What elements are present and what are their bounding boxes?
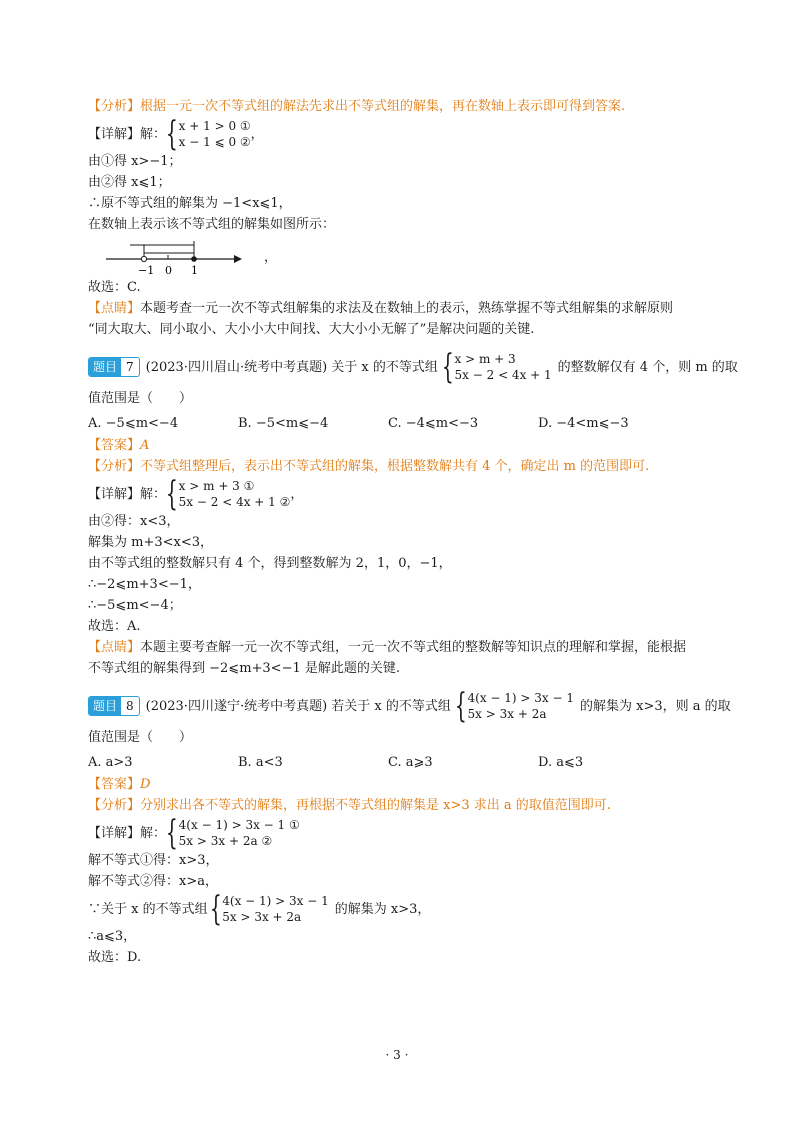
- choice-line: 故选：C.: [88, 280, 141, 295]
- badge-number: 7: [126, 360, 134, 374]
- detail-tag: 【详解】: [88, 825, 141, 841]
- answer-tag: 【答案】: [88, 777, 141, 792]
- detail-prefix: 解：: [140, 825, 167, 841]
- solution-line-2: 解不等式②得：x>a，: [88, 874, 218, 889]
- question-badge: [88, 696, 140, 716]
- system-row-2: 5x > 3x + 2a: [222, 910, 302, 924]
- option-d: D. −4<m⩽−3: [538, 416, 629, 431]
- stem-system: [454, 686, 575, 726]
- badge-word: 题目: [89, 358, 121, 376]
- stem-system: [441, 347, 552, 387]
- comment-line-2: 不等式组的解集得到 −2⩽m+3<−1 是解此题的关键.: [88, 661, 401, 676]
- brace-icon: {: [454, 686, 467, 726]
- brace-icon: {: [209, 889, 222, 929]
- analysis-tag: 【分析】: [88, 99, 141, 114]
- closed-dot: [191, 256, 197, 262]
- comment-tag: 【点睛】: [88, 640, 141, 655]
- analysis-tag: 【分析】: [88, 798, 141, 813]
- badge-number: 8: [126, 699, 134, 713]
- system-row-2: 5x − 2 < 4x + 1 ②: [178, 495, 291, 509]
- solution-line-3: 由不等式组的整数解只有 4 个，得到整数解为 2，1，0，−1，: [88, 556, 452, 571]
- answer-line: [88, 774, 738, 795]
- detail-line: [88, 813, 738, 853]
- system-row-1: 4(x − 1) > 3x − 1: [222, 894, 329, 908]
- options-row: [88, 752, 738, 774]
- question-badge: [88, 357, 140, 377]
- solution-line-4: ∴a⩽3，: [88, 929, 137, 944]
- system-row-1: x > m + 3 ①: [178, 479, 255, 493]
- inequality-system: [165, 813, 300, 853]
- solution-line-1: 解不等式①得：x>3，: [88, 853, 219, 868]
- page-content: [88, 96, 738, 968]
- inequality-system: [209, 889, 329, 929]
- solution-line-2: 由②得 x⩽1；: [88, 175, 171, 190]
- option-b: B. a<3: [238, 755, 283, 770]
- solution-line-4: 在数轴上表示该不等式组的解集如图所示：: [88, 217, 336, 232]
- stem-part-c: 值范围是（ ）: [88, 391, 193, 406]
- solution-line-3: ∴原不等式组的解集为 −1<x⩽1，: [88, 196, 292, 211]
- detail-tag: 【详解】: [88, 486, 141, 502]
- system-row-1: x + 1 > 0 ①: [178, 119, 251, 133]
- page-number: · 3 ·: [385, 1048, 409, 1062]
- solution-line-1: 由②得：x<3，: [88, 514, 180, 529]
- stem-part-b: 的解集为 x>3，则 a 的取: [580, 698, 731, 714]
- stem-part-a: (2023·四川眉山·统考中考真题) 关于 x 的不等式组: [145, 359, 438, 375]
- stem-system-row-2: 5x > 3x + 2a: [467, 707, 547, 721]
- comment-line-2: “同大取大、同小取小、大小小大中间找、大大小小无解了”是解决问题的关键.: [88, 322, 535, 337]
- option-b: B. −5<m⩽−4: [238, 416, 329, 431]
- comment-line-1: [88, 637, 738, 658]
- analysis-text: 根据一元一次不等式组的解法先求出不等式组的解集，再在数轴上表示即可得到答案.: [140, 99, 626, 114]
- brace-icon: {: [165, 474, 178, 514]
- option-c: C. −4⩽m<−3: [388, 416, 479, 431]
- option-a: A. a>3: [88, 755, 133, 770]
- solution-line-1: 由①得 x>−1；: [88, 154, 182, 169]
- solution-line-3b: 的解集为 x>3，: [334, 901, 431, 917]
- answer-tag: 【答案】: [88, 438, 141, 453]
- brace-icon: {: [441, 347, 454, 387]
- choice-line: 故选：A.: [88, 619, 141, 634]
- option-c: C. a⩾3: [388, 755, 433, 770]
- system-row-1: 4(x − 1) > 3x − 1 ①: [178, 818, 300, 832]
- comment-text-1: 本题主要考查解一元一次不等式组，一元一次不等式组的整数解等知识点的理解和掌握，能根据: [140, 640, 687, 655]
- inequality-system: [165, 114, 251, 154]
- comment-tag: 【点睛】: [88, 301, 141, 316]
- analysis-line: [88, 795, 738, 816]
- tick-label-minus1: −1: [138, 264, 155, 277]
- answer-value: A: [140, 438, 150, 453]
- detail-line: [88, 474, 738, 514]
- options-row: [88, 413, 738, 435]
- system-tail: ，: [290, 486, 304, 502]
- stem-part-c: 值范围是（ ）: [88, 730, 193, 745]
- solution-line-4: ∴−2⩽m+3<−1，: [88, 577, 201, 592]
- solution-line-5: ∴−5⩽m<−4；: [88, 598, 182, 613]
- open-dot: [141, 256, 146, 261]
- stem-system-row-1: x > m + 3: [454, 352, 516, 366]
- detail-line: [88, 114, 738, 154]
- detail-prefix: 解：: [140, 126, 167, 142]
- tick-label-1: 1: [191, 264, 198, 277]
- answer-line: [88, 435, 738, 456]
- brace-icon: {: [165, 114, 178, 154]
- solution-line-3: [88, 889, 738, 929]
- analysis-line: [88, 456, 738, 477]
- analysis-line: [88, 96, 738, 117]
- system-row-2: x − 1 ⩽ 0 ②: [178, 135, 251, 149]
- comment-line-1: [88, 298, 738, 319]
- solution-line-2: 解集为 m+3<x<3，: [88, 535, 214, 550]
- badge-word: 题目: [89, 697, 121, 715]
- stem-system-row-1: 4(x − 1) > 3x − 1: [467, 691, 575, 705]
- detail-tag: 【详解】: [88, 126, 141, 142]
- analysis-text: 分别求出各不等式的解集，再根据不等式组的解集是 x>3 求出 a 的取值范围即可.: [140, 798, 611, 813]
- number-line-row: [88, 235, 738, 277]
- option-d: D. a⩽3: [538, 755, 584, 770]
- figure-comma: ，: [264, 250, 278, 265]
- comment-text-1: 本题考查一元一次不等式组解集的求法及在数轴上的表示，熟练掌握不等式组解集的求解原则: [140, 301, 674, 316]
- analysis-text: 不等式组整理后，表示出不等式组的解集，根据整数解共有 4 个，确定出 m 的范围即可.: [140, 459, 650, 474]
- stem-part-a: (2023·四川遂宁·统考中考真题) 若关于 x 的不等式组: [145, 698, 451, 714]
- system-row-2: 5x > 3x + 2a ②: [178, 834, 273, 848]
- answer-value: D: [140, 777, 151, 792]
- question-8-header: [88, 686, 738, 726]
- system-tail: ，: [250, 126, 264, 142]
- choice-line: 故选：D.: [88, 950, 142, 965]
- solution-line-3a: ∵关于 x 的不等式组: [88, 901, 208, 917]
- axis-arrow-icon: [234, 255, 242, 263]
- tick-label-0: 0: [165, 264, 172, 277]
- stem-system-row-2: 5x − 2 < 4x + 1: [454, 368, 552, 382]
- stem-part-b: 的整数解仅有 4 个，则 m 的取: [557, 359, 738, 375]
- detail-prefix: 解：: [140, 486, 167, 502]
- option-a: A. −5⩽m<−4: [88, 416, 179, 431]
- brace-icon: {: [165, 813, 178, 853]
- question-7-header: [88, 347, 738, 387]
- analysis-tag: 【分析】: [88, 459, 141, 474]
- number-line-figure: [88, 235, 248, 277]
- inequality-system: [165, 474, 291, 514]
